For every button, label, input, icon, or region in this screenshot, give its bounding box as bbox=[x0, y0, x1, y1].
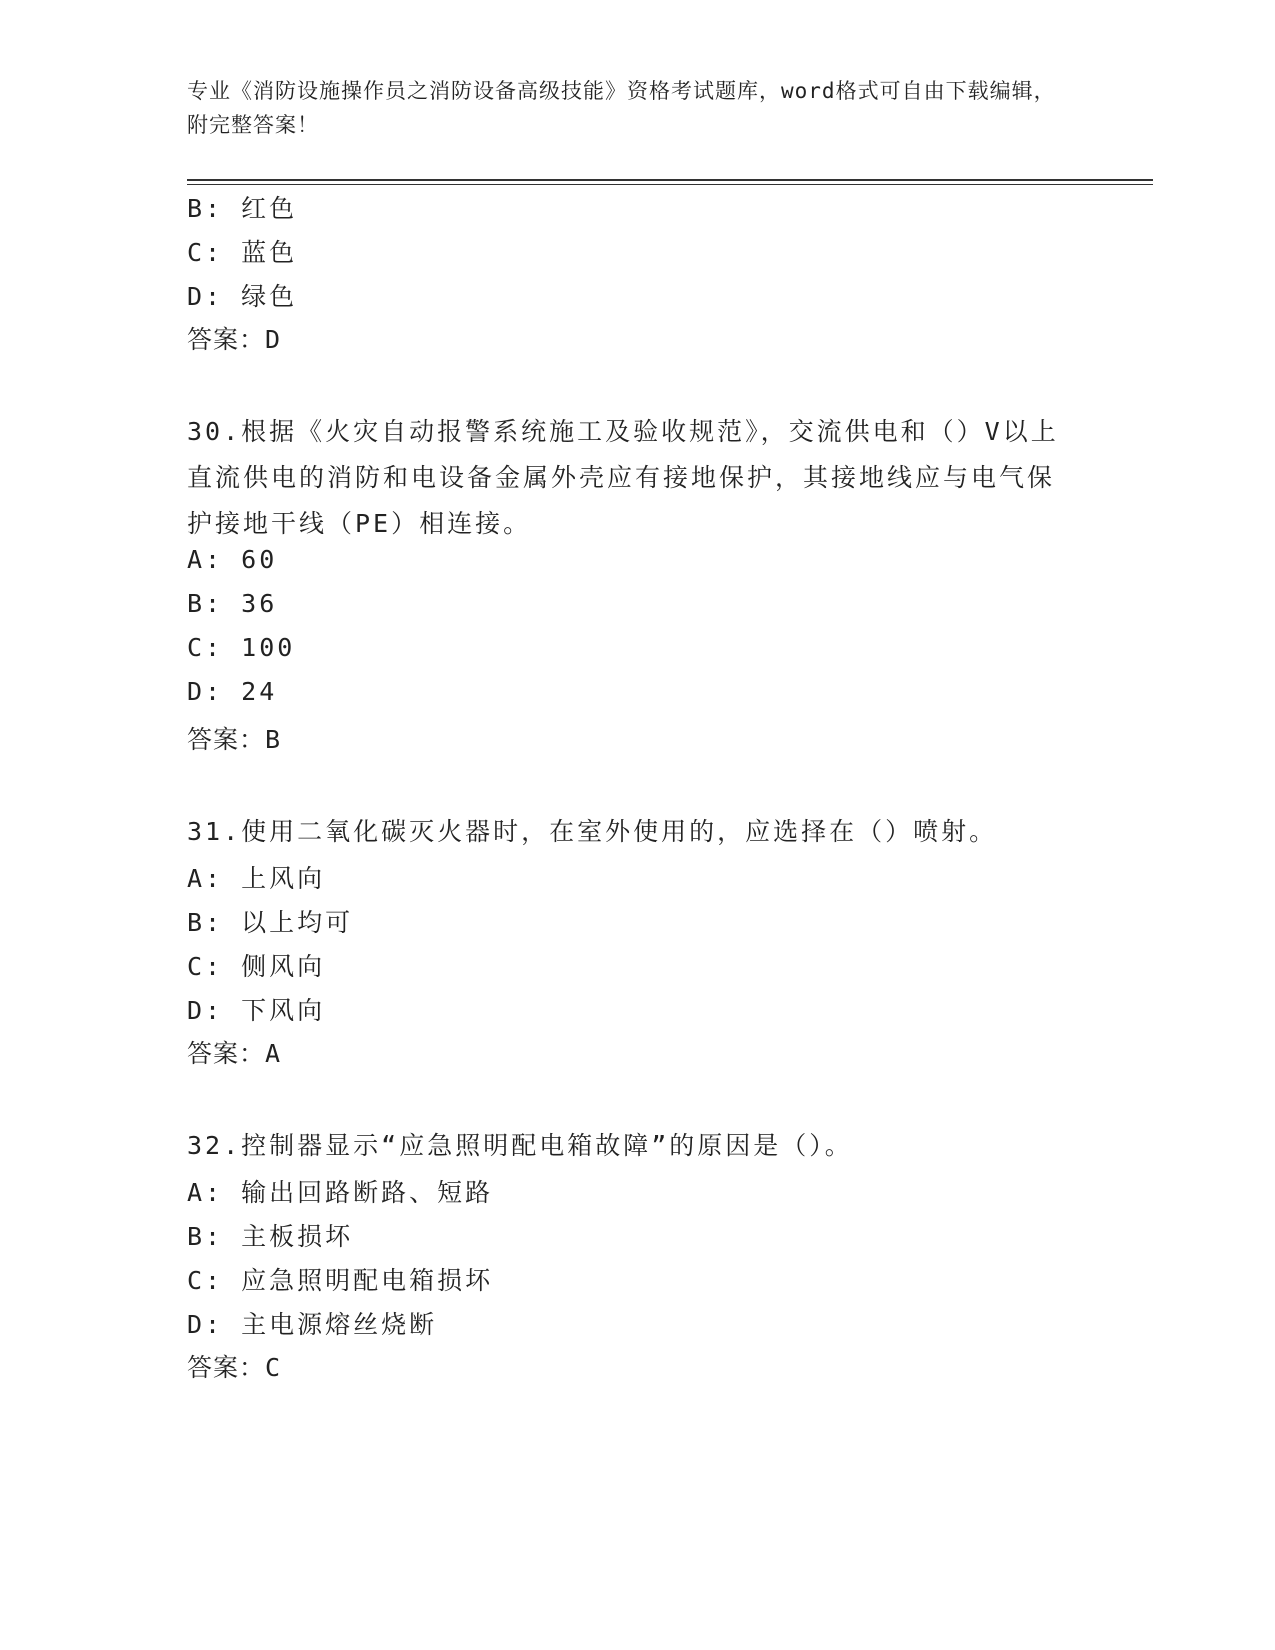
document-header: 专业《消防设施操作员之消防设备高级技能》资格考试题库，word格式可自由下载编辑，附完整答案！ bbox=[187, 79, 1056, 137]
q30-answer bbox=[187, 720, 281, 756]
q31-option-d: D: 下风向 bbox=[187, 996, 326, 1025]
answer-label: 答案： bbox=[187, 325, 266, 354]
answer-label: 答案： bbox=[187, 1039, 266, 1068]
answer-value: A bbox=[265, 1039, 282, 1068]
prev-answer bbox=[187, 320, 281, 356]
q32-option-a: A: 输出回路断路、短路 bbox=[187, 1178, 494, 1207]
answer-label: 答案： bbox=[187, 1353, 266, 1382]
q30-option-d: D: 24 bbox=[187, 677, 278, 706]
header-rule-top bbox=[187, 179, 1153, 181]
answer-value: D bbox=[265, 325, 282, 354]
q30-option-c: C: 100 bbox=[187, 633, 296, 662]
q31-answer bbox=[187, 1034, 281, 1070]
header-rule-bottom bbox=[187, 184, 1153, 185]
q30-option-a: A: 60 bbox=[187, 545, 278, 574]
answer-label: 答案： bbox=[187, 725, 266, 754]
q31-option-a: A: 上风向 bbox=[187, 864, 326, 893]
q30-option-b: B: 36 bbox=[187, 589, 278, 618]
q32-option-b: B: 主板损坏 bbox=[187, 1222, 354, 1251]
q32-answer bbox=[187, 1348, 281, 1384]
prev-option-c: C: 蓝色 bbox=[187, 238, 298, 267]
prev-option-d: D: 绿色 bbox=[187, 282, 298, 311]
prev-option-b: B: 红色 bbox=[187, 194, 298, 223]
question-30-text: 30.根据《火灾自动报警系统施工及验收规范》，交流供电和（）V以上直流供电的消防和电设备金属外壳应有接地保护，其接地线应与电气保护接地干线（PE）相连接。 bbox=[187, 417, 1059, 538]
q32-option-d: D: 主电源熔丝烧断 bbox=[187, 1310, 438, 1339]
question-31-text: 31.使用二氧化碳灭火器时，在室外使用的，应选择在（）喷射。 bbox=[187, 817, 998, 846]
q31-option-c: C: 侧风向 bbox=[187, 952, 326, 981]
q31-option-b: B: 以上均可 bbox=[187, 908, 354, 937]
answer-value: C bbox=[265, 1353, 282, 1382]
q32-option-c: C: 应急照明配电箱损坏 bbox=[187, 1266, 494, 1295]
answer-value: B bbox=[265, 725, 282, 754]
question-32-text: 32.控制器显示“应急照明配电箱故障”的原因是（）。 bbox=[187, 1131, 853, 1160]
